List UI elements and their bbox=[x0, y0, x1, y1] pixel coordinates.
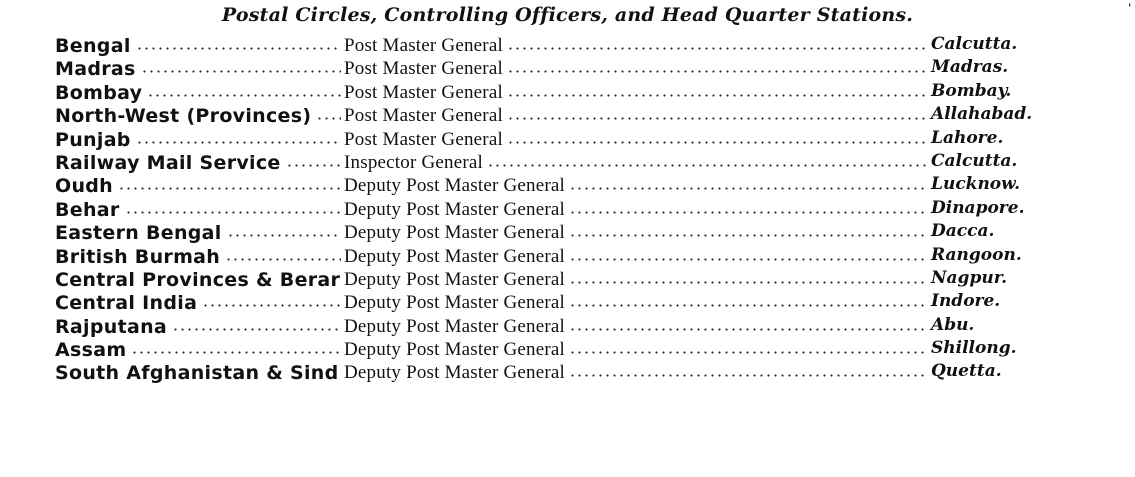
officer-title: Post Master General bbox=[344, 128, 503, 150]
officer-title: Inspector General bbox=[344, 151, 483, 173]
head-quarter-station: Calcutta. bbox=[931, 34, 1018, 54]
dot-leader bbox=[172, 328, 341, 331]
circle-name: Central Provinces & Berar bbox=[55, 268, 341, 291]
dot-leader bbox=[118, 187, 341, 190]
officer-title: Post Master General bbox=[344, 105, 503, 127]
circle-name: Behar bbox=[55, 198, 120, 221]
dot-leader bbox=[507, 47, 927, 50]
circle-name: Eastern Bengal bbox=[55, 222, 222, 245]
head-quarter-station: Dinapore. bbox=[931, 197, 1025, 218]
circle-name: South Afghanistan & Sind bbox=[55, 362, 339, 385]
officer-title: Deputy Post Master General bbox=[344, 198, 566, 220]
circle-name: Assam bbox=[55, 339, 127, 362]
postal-circles-table bbox=[55, 34, 1045, 385]
table-row bbox=[55, 104, 1045, 127]
circle-name: Bombay bbox=[55, 81, 143, 104]
head-quarter-station: Allahabad. bbox=[931, 104, 1033, 125]
officer-title: Post Master General bbox=[344, 58, 503, 80]
head-quarter-station: Shillong. bbox=[931, 338, 1017, 359]
circle-name: Rajputana bbox=[55, 315, 168, 338]
dot-leader bbox=[569, 187, 927, 190]
table-row bbox=[55, 34, 1045, 57]
table-row bbox=[55, 198, 1045, 221]
circle-name: Punjab bbox=[55, 128, 131, 151]
circle-name: Railway Mail Service bbox=[55, 151, 281, 174]
dot-leader bbox=[507, 117, 927, 120]
head-quarter-station: Rangoon. bbox=[931, 244, 1022, 265]
officer-title: Deputy Post Master General bbox=[344, 245, 566, 267]
dot-leader bbox=[507, 141, 927, 144]
table-row bbox=[55, 221, 1045, 244]
dot-leader bbox=[507, 70, 927, 73]
table-row bbox=[55, 291, 1045, 314]
table-row bbox=[55, 245, 1045, 268]
dot-leader bbox=[569, 281, 927, 284]
dot-leader bbox=[487, 164, 927, 167]
head-quarter-station: Lahore. bbox=[931, 127, 1004, 148]
table-row bbox=[55, 151, 1045, 174]
table-row bbox=[55, 128, 1045, 151]
officer-title: Deputy Post Master General bbox=[344, 268, 566, 290]
dot-leader bbox=[569, 374, 927, 377]
officer-title: Deputy Post Master General bbox=[344, 292, 566, 314]
circle-name: Oudh bbox=[55, 175, 114, 198]
officer-title: Deputy Post Master General bbox=[344, 339, 566, 361]
officer-title: Post Master General bbox=[344, 35, 503, 56]
dot-leader bbox=[136, 47, 341, 50]
head-quarter-station: Indore. bbox=[931, 291, 1001, 312]
head-quarter-station: Bombay. bbox=[931, 80, 1012, 101]
page-title: Postal Circles, Controlling Officers, and Head Quarter Stations. bbox=[221, 4, 914, 26]
dot-leader bbox=[569, 328, 927, 331]
officer-title: Deputy Post Master General bbox=[344, 315, 566, 337]
circle-name: Madras bbox=[55, 58, 136, 81]
dot-leader bbox=[316, 117, 341, 120]
dot-leader bbox=[227, 234, 341, 237]
officer-title: Post Master General bbox=[344, 81, 503, 103]
table-row bbox=[55, 268, 1045, 291]
dot-leader bbox=[569, 304, 927, 307]
dot-leader bbox=[286, 164, 341, 167]
head-quarter-station: Abu. bbox=[931, 314, 975, 335]
dot-leader bbox=[569, 351, 927, 354]
dot-leader bbox=[125, 211, 341, 214]
dot-leader bbox=[202, 304, 341, 307]
officer-title: Deputy Post Master General bbox=[344, 222, 566, 244]
head-quarter-station: Dacca. bbox=[931, 221, 995, 242]
table-row bbox=[55, 315, 1045, 338]
table-row bbox=[55, 57, 1045, 80]
dot-leader bbox=[507, 94, 927, 97]
dot-leader bbox=[569, 211, 927, 214]
dot-leader bbox=[225, 258, 341, 261]
circle-name: North-West (Provinces) bbox=[55, 105, 312, 128]
dot-leader bbox=[147, 94, 341, 97]
dot-leader bbox=[131, 351, 341, 354]
table-row bbox=[55, 361, 1045, 384]
officer-title: Deputy Post Master General bbox=[344, 362, 566, 384]
circle-name: Bengal bbox=[55, 35, 131, 57]
circle-name: British Burmah bbox=[55, 245, 221, 268]
dot-leader bbox=[141, 70, 341, 73]
head-quarter-station: Lucknow. bbox=[931, 174, 1020, 195]
head-quarter-station: Madras. bbox=[931, 57, 1009, 78]
head-quarter-station: Quetta. bbox=[931, 361, 1002, 382]
dot-leader bbox=[569, 258, 927, 261]
head-quarter-station: Nagpur. bbox=[931, 267, 1008, 288]
table-row bbox=[55, 174, 1045, 197]
table-row bbox=[55, 338, 1045, 361]
officer-title: Deputy Post Master General bbox=[344, 175, 566, 197]
table-row bbox=[55, 81, 1045, 104]
dot-leader bbox=[136, 141, 341, 144]
circle-name: Central India bbox=[55, 292, 198, 315]
head-quarter-station: Calcutta. bbox=[931, 150, 1018, 171]
dot-leader bbox=[569, 234, 927, 237]
corner-mark: ' bbox=[1128, 0, 1131, 16]
